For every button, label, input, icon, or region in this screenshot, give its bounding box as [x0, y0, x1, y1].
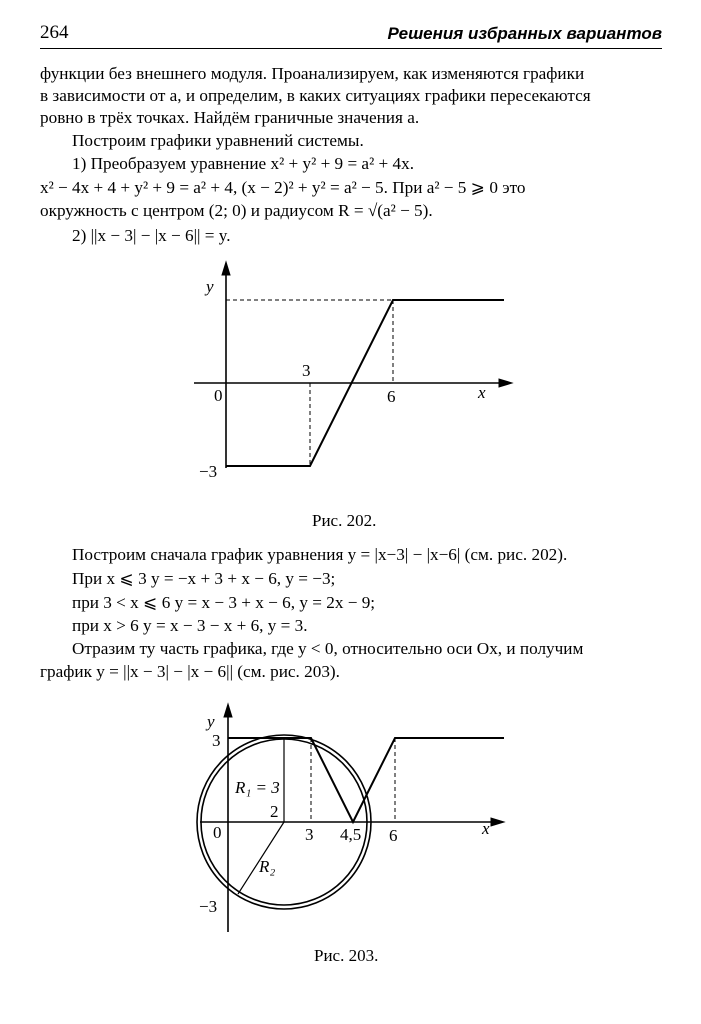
text-line-1: функции без внешнего модуля. Проанализируем, как изменяются графики: [40, 64, 585, 83]
fig203-x-label: x: [482, 819, 490, 838]
fig203-y-arrow: [224, 704, 232, 717]
text-line-5: 1) Преобразуем уравнение x² + y² + 9 = a² + 4x.: [72, 154, 414, 173]
text-line-6: x² − 4x + 4 + y² + 9 = a² + 4, (x − 2)² + y² = a² − 5. При a² − 5 ⩾ 0 это: [40, 178, 526, 197]
text-line-11: при 3 < x ⩽ 6 y = x − 3 + x − 6, y = 2x − 9;: [72, 593, 376, 612]
fig203-2-label: 2: [270, 802, 279, 821]
fig202-zero-label: 0: [214, 386, 223, 405]
text-line-14: график y = ||x − 3| − |x − 6|| (см. рис. 203).: [40, 662, 340, 681]
text-line-12: при x > 6 y = x − 3 − x + 6, y = 3.: [72, 616, 308, 635]
fig203-4-5-label: 4,5: [340, 825, 362, 844]
text-line-4: Построим графики уравнений системы.: [72, 131, 364, 150]
fig202-3-label: 3: [302, 361, 311, 380]
fig203-6-label: 6: [389, 826, 398, 845]
fig203-caption: Рис. 203.: [314, 946, 379, 965]
fig203-zero-label: 0: [213, 823, 222, 842]
text-line-7: окружность с центром (2; 0) и радиусом R = √(a² − 5).: [40, 201, 433, 220]
fig203-3x-label: 3: [305, 825, 314, 844]
text-line-10: При x ⩽ 3 y = −x + 3 + x − 6, y = −3;: [72, 569, 336, 588]
fig202-6-label: 6: [387, 387, 396, 406]
page-number: 264: [40, 22, 69, 43]
fig202-y-label: y: [206, 277, 214, 296]
fig203-r2-label: R₂: [259, 857, 276, 876]
text-line-3: ровно в трёх точках. Найдём граничные значения a.: [40, 108, 420, 127]
fig203-minus3-label: −3: [199, 897, 218, 916]
fig203-r1-label: R₁ = 3: [235, 778, 280, 797]
text-line-13: Отразим ту часть графика, где y < 0, относительно оси Ox, и получим: [72, 639, 584, 658]
fig202-caption: Рис. 202.: [312, 511, 377, 530]
text-line-9: Построим сначала график уравнения y = |x−3| − |x−6| (см. рис. 202).: [72, 545, 568, 564]
fig202-x-label: x: [478, 383, 486, 402]
text-line-2: в зависимости от a, и определим, в каких ситуациях графики пересекаются: [40, 86, 591, 105]
fig202-minus3-label: −3: [199, 462, 218, 481]
fig203-3y-label: 3: [212, 731, 221, 750]
text-line-8: 2) ||x − 3| − |x − 6|| = y.: [72, 226, 231, 245]
fig203-x-arrow: [491, 818, 504, 826]
fig203-y-label: y: [207, 712, 215, 731]
running-title: Решения избранных вариантов: [387, 24, 662, 43]
